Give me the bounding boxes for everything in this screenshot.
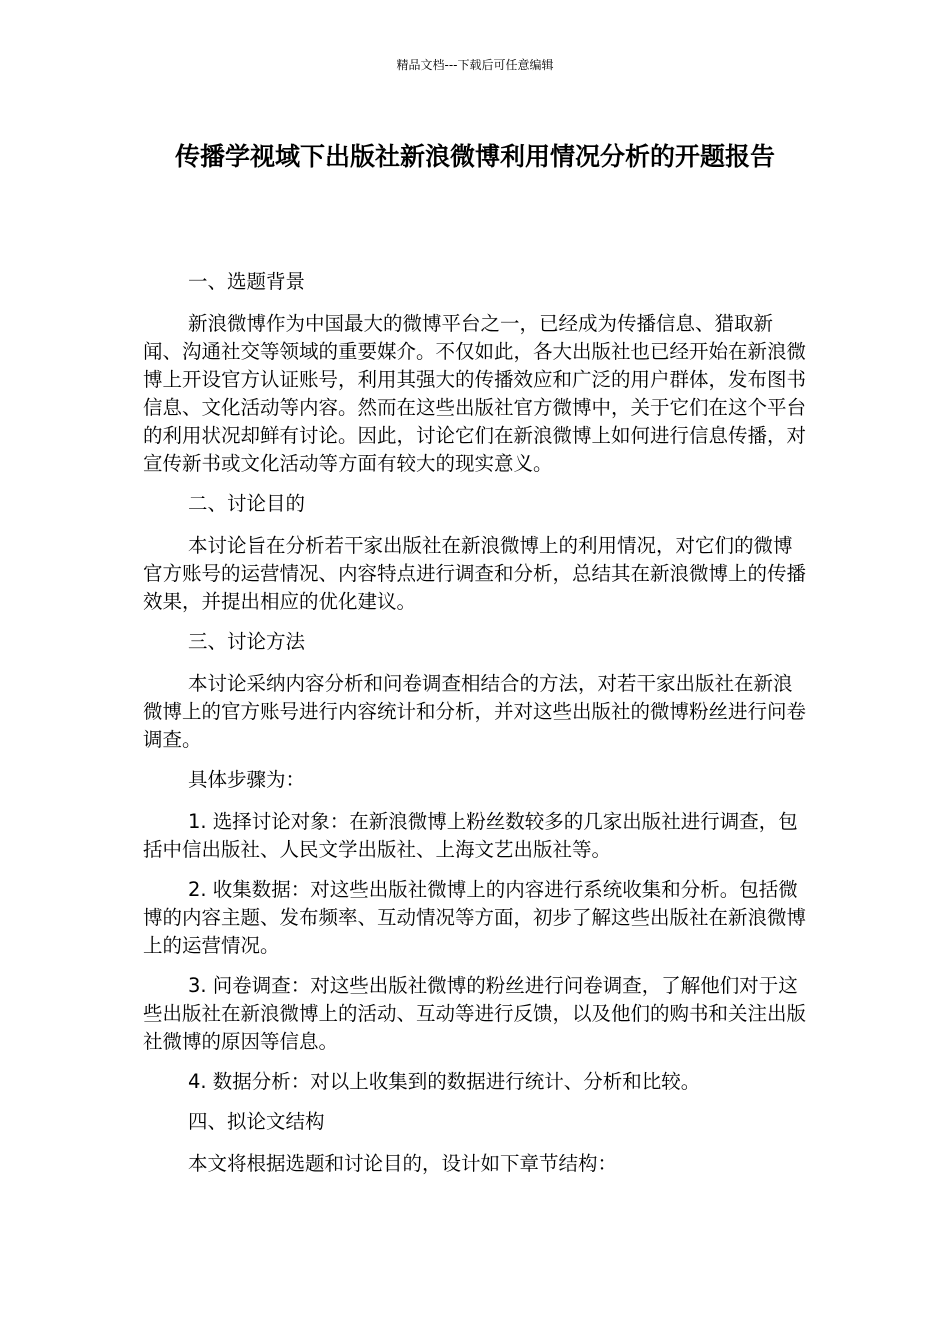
step-item-4: 4. 数据分析：对以上收集到的数据进行统计、分析和比较。 (188, 1070, 701, 1093)
paragraph-purpose: 本讨论旨在分析若干家出版社在新浪微博上的利用情况，对它们的微博官方账号的运营情况、内容特点进行调查和分析，总结其在新浪微博上的传播效果，并提出相应的优化建议。 (143, 534, 807, 613)
step-item-1: 1. 选择讨论对象：在新浪微博上粉丝数较多的几家出版社进行调查，包括中信出版社、人民文学出版社、上海文艺出版社等。 (143, 810, 798, 861)
document-title: 传播学视域下出版社新浪微博利用情况分析的开题报告 (174, 142, 775, 171)
section-heading-method: 三、讨论方法 (188, 630, 306, 653)
paragraph-background: 新浪微博作为中国最大的微博平台之一，已经成为传播信息、猎取新闻、沟通社交等领域的重要媒介。不仅如此，各大出版社也已经开始在新浪微博上开设官方认证账号，利用其强大的传播效应和广泛的用户群体，发布图书信息、文化活动等内容。然而在这些出版社官方微博中，关于它们在这个平台的利用状况却鲜有讨论。因此，讨论它们在新浪微博上如何进行信息传播，对宣传新书或文化活动等方面有较大的现实意义。 (143, 312, 807, 475)
header-note: 精品文档---下载后可任意编辑 (396, 58, 554, 72)
paragraph-method: 本讨论采纳内容分析和问卷调查相结合的方法，对若干家出版社在新浪微博上的官方账号进行内容统计和分析，并对这些出版社的微博粉丝进行问卷调查。 (143, 672, 807, 751)
document-body (143, 268, 807, 1178)
step-item-3: 3. 问卷调查：对这些出版社微博的粉丝进行问卷调查，了解他们对于这些出版社在新浪微博上的活动、互动等进行反馈，以及他们的购书和关注出版社微博的原因等信息。 (143, 974, 807, 1053)
paragraph-structure: 本文将根据选题和讨论目的，设计如下章节结构： (188, 1152, 618, 1175)
step-item-2: 2. 收集数据：对这些出版社微博上的内容进行系统收集和分析。包括微博的内容主题、发布频率、互动情况等方面，初步了解这些出版社在新浪微博上的运营情况。 (143, 878, 807, 957)
steps-intro: 具体步骤为： (188, 768, 306, 791)
section-heading-structure: 四、拟论文结构 (188, 1110, 325, 1133)
section-heading-purpose: 二、讨论目的 (188, 492, 306, 515)
section-heading-background: 一、选题背景 (188, 270, 306, 293)
